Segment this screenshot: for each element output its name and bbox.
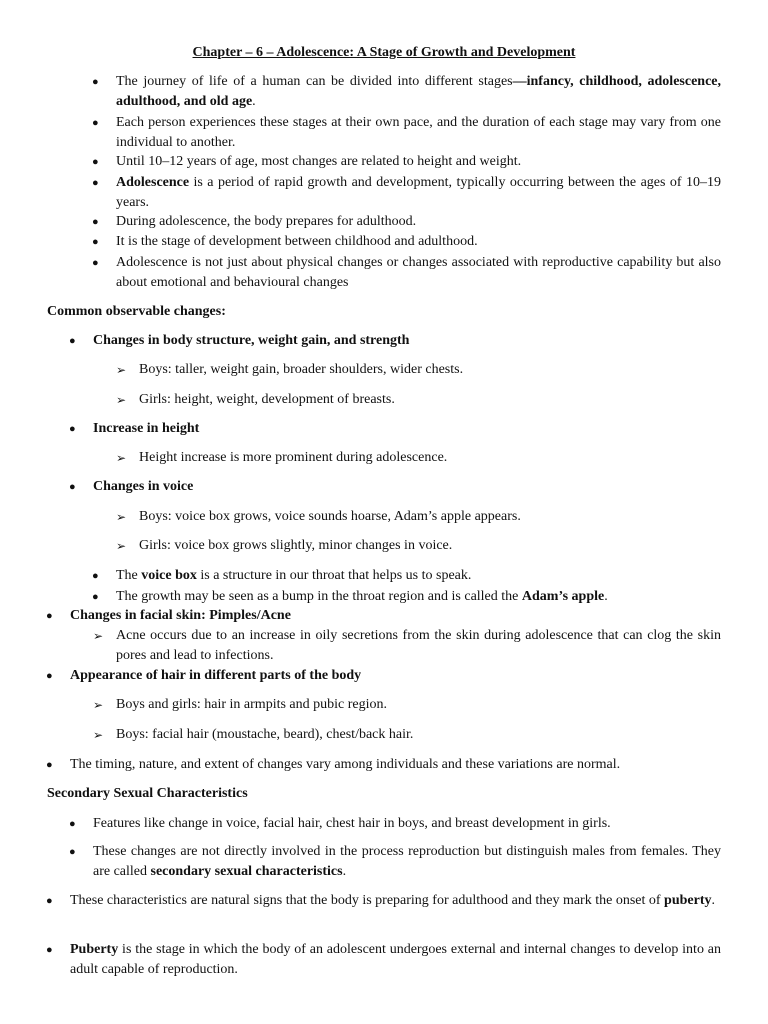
item-text: The growth may be seen as a bump in the throat region and is called the Adam’s apple.	[116, 589, 608, 604]
item-text: These characteristics are natural signs that the body is preparing for adulthood and they mark the onset of puberty.	[70, 893, 715, 908]
item-text: It is the stage of development between childhood and adulthood.	[116, 234, 478, 249]
section-heading-observable-changes: Common observable changes:	[47, 304, 226, 319]
bullet-icon: ●	[92, 156, 99, 168]
item-text: The voice box is a structure in our throat that helps us to speak.	[116, 568, 472, 583]
item-text: Acne occurs due to an increase in oily secretions from the skin during adolescence that can clog the skin pores and lead to infections.	[116, 628, 721, 663]
item-text: Puberty is the stage in which the body of an adolescent undergoes external and internal changes to develop into an adult capable of reproduction.	[70, 942, 721, 977]
item-text: Adolescence is not just about physical changes or changes associated with reproductive capability but also about emotional and behavioural changes	[116, 255, 721, 290]
bullet-icon: ●	[46, 670, 53, 682]
item-text: Boys: facial hair (moustache, beard), chest/back hair.	[116, 727, 414, 742]
item-text: Until 10–12 years of age, most changes are related to height and weight.	[116, 154, 522, 169]
bullet-icon: ●	[92, 177, 99, 189]
item-text: Girls: voice box grows slightly, minor changes in voice.	[139, 538, 453, 553]
item-heading: Changes in voice	[93, 479, 194, 494]
item-text: Boys: voice box grows, voice sounds hoarse, Adam’s apple appears.	[139, 509, 521, 524]
bullet-icon: ●	[92, 236, 99, 248]
item-text: During adolescence, the body prepares for adulthood.	[116, 214, 417, 229]
bullet-icon: ●	[69, 335, 76, 347]
bullet-icon: ●	[69, 818, 76, 830]
item-text: Boys and girls: hair in armpits and pubic region.	[116, 697, 388, 712]
arrow-bullet-icon: ➢	[116, 539, 127, 553]
item-text: The journey of life of a human can be divided into different stages—infancy, childhood, adolescence, adulthood, and old age.	[116, 74, 721, 109]
item-text: Boys: taller, weight gain, broader shoulders, wider chests.	[139, 362, 464, 377]
bullet-icon: ●	[46, 759, 53, 771]
item-text: Each person experiences these stages at their own pace, and the duration of each stage may vary from one individual to another.	[116, 115, 721, 150]
bullet-icon: ●	[92, 570, 99, 582]
page-title: Chapter – 6 – Adolescence: A Stage of Growth and Development	[192, 45, 576, 60]
arrow-bullet-icon: ➢	[116, 363, 127, 377]
item-text: Girls: height, weight, development of breasts.	[139, 392, 395, 407]
bullet-icon: ●	[69, 481, 76, 493]
item-text: Height increase is more prominent during adolescence.	[139, 450, 448, 465]
bullet-icon: ●	[92, 591, 99, 603]
arrow-bullet-icon: ➢	[93, 698, 104, 712]
arrow-bullet-icon: ➢	[93, 629, 104, 643]
item-heading: Changes in facial skin: Pimples/Acne	[70, 608, 291, 623]
bullet-icon: ●	[92, 76, 99, 88]
bullet-icon: ●	[69, 846, 76, 858]
item-text: Adolescence is a period of rapid growth and development, typically occurring between the ages of 10–19 years.	[116, 175, 721, 210]
arrow-bullet-icon: ➢	[116, 393, 127, 407]
item-heading: Appearance of hair in different parts of the body	[70, 668, 362, 683]
arrow-bullet-icon: ➢	[116, 451, 127, 465]
arrow-bullet-icon: ➢	[116, 510, 127, 524]
bullet-icon: ●	[46, 895, 53, 907]
bullet-icon: ●	[46, 944, 53, 956]
item-text: Features like change in voice, facial hair, chest hair in boys, and breast development in girls.	[93, 816, 611, 831]
item-text: The timing, nature, and extent of changes vary among individuals and these variations are normal.	[70, 757, 621, 772]
bullet-icon: ●	[92, 216, 99, 228]
bullet-icon: ●	[69, 423, 76, 435]
item-text: These changes are not directly involved in the process reproduction but distinguish males from females. They are called secondary sexual characteristics.	[93, 844, 721, 879]
bullet-icon: ●	[92, 117, 99, 129]
section-heading-secondary-sexual-characteristics: Secondary Sexual Characteristics	[47, 786, 248, 801]
bullet-icon: ●	[92, 257, 99, 269]
item-heading: Changes in body structure, weight gain, and strength	[93, 333, 410, 348]
item-heading: Increase in height	[93, 421, 200, 436]
arrow-bullet-icon: ➢	[93, 728, 104, 742]
bullet-icon: ●	[46, 610, 53, 622]
